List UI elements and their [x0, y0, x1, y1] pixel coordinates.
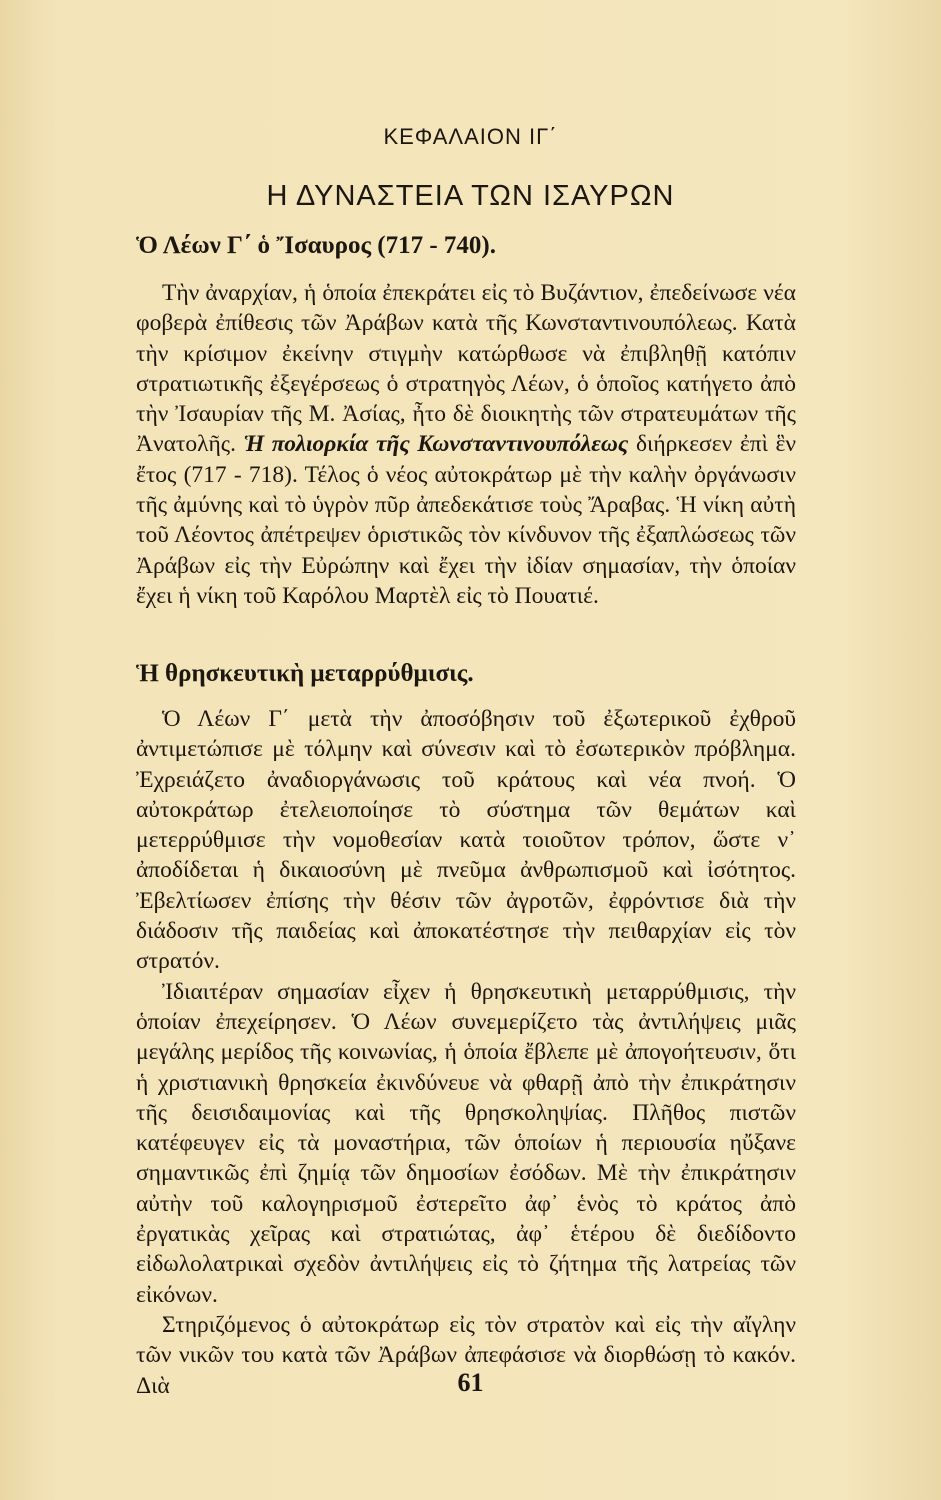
emphasis-siege: Ἡ πολιορκία τῆς Κωνσταντινουπόλεως — [243, 431, 629, 458]
paragraph-text: διήρκεσεν ἐπὶ ἓν ἔτος (717 - 718). Τέλος ὁ νέος αὐτοκράτωρ μὲ τὴν καλὴν ὀργάνωσιν τῆς ἀμύνης καὶ τὸ ὑγρὸν πῦρ ἀπεδεκάτισε τοὺς Ἄραβας. Ἡ νίκη αὐτὴ τοῦ Λέοντος ἀπέτρεψεν ὁριστικῶς τὸν κίνδυνον τῆς ἐξαπλώσεως τῶν Ἀράβων εἰς τὴν Εὐρώπην καὶ ἔχει τὴν ἰδίαν σημασίαν, τὴν ὁποίαν ἔχει ἡ νίκη τοῦ Καρόλου Μαρτὲλ εἰς τὸ Πουατιέ. — [136, 431, 796, 609]
page-number: 61 — [457, 1368, 484, 1397]
paragraph — [136, 278, 796, 611]
section-heading-religious-reform: Ἡ θρησκευτικὴ μεταρρύθμισις. — [136, 660, 474, 687]
paragraph: Ἰδιαιτέραν σημασίαν εἶχεν ἡ θρησκευτικὴ μεταρρύθμισις, τὴν ὁποίαν ἐπεχείρησεν. Ὁ Λέων συνεμερίζετο τὰς ἀντιλήψεις μιᾶς μεγάλης μερίδος τῆς κοινωνίας, ἡ ὁποία ἔβλεπε μὲ ἀπογοήτευσιν, ὅτι ἡ χριστιανικὴ θρησκεία ἐκινδύνευε νὰ φθαρῇ ἀπὸ τὴν ἐπικράτησιν τῆς δεισιδαιμονίας καὶ τῆς θρησκοληψίας. Πλῆθος πιστῶν κατέφευγεν εἰς τὰ μοναστήρια, τῶν ὁποίων ἡ περιουσία ηὔξανε σημαντικῶς ἐπὶ ζημίᾳ τῶν δημοσίων ἐσόδων. Μὲ τὴν ἐπικράτησιν αὐτὴν τοῦ καλογηρισμοῦ ἐστερεῖτο ἀφ᾿ ἑνὸς τὸ κράτος ἀπὸ ἐργατικὰς χεῖρας καὶ στρατιώτας, ἀφ᾿ ἑτέρου δὲ διεδίδοντο εἰδωλολατρικαὶ σχεδὸν ἀντιλήψεις εἰς τὸ ζήτημα τῆς λατρείας τῶν εἰκόνων. — [136, 978, 796, 1308]
section-heading-leo: Ὁ Λέων Γ΄ ὁ Ἴσαυρος (717 - 740). — [136, 232, 496, 259]
paragraph: Ὁ Λέων Γ΄ μετὰ τὴν ἀποσόβησιν τοῦ ἐξωτερικοῦ ἐχθροῦ ἀντιμετώπισε μὲ τόλμην καὶ σύνεσιν καὶ τὸ ἐσωτερικὸν πρόβλημα. Ἐχρειάζετο ἀναδιοργάνωσις τοῦ κράτους καὶ νέα πνοή. Ὁ αὐτοκράτωρ ἐτελειοποίησε τὸ σύστημα τῶν θεμάτων καὶ μετερρύθμισε τὴν νομοθεσίαν κατὰ τοιοῦτον τρόπον, ὥστε ν᾿ ἀποδίδεται ἡ δικαιοσύνη μὲ πνεῦμα ἀνθρωπισμοῦ καὶ ἰσότητος. Ἐβελτίωσεν ἐπίσης τὴν θέσιν τῶν ἀγροτῶν, ἐφρόντισε διὰ τὴν διάδοσιν τῆς παιδείας καὶ ἀποκατέστησε τὴν πειθαρχίαν εἰς τὸν στρατόν. — [136, 706, 796, 975]
paragraph: Στηριζόμενος ὁ αὐτοκράτωρ εἰς τὸν στρατὸν καὶ εἰς τὴν αἴγλην τῶν νικῶν του κατὰ τῶν Ἀράβων ἀπεφάσισε νὰ διορθώσῃ τὸ κακόν. Διὰ — [136, 1311, 796, 1399]
section-reform-body — [136, 704, 796, 1401]
chapter-label: ΚΕΦΑΛΑΙΟΝ ΙΓ΄ — [383, 124, 558, 149]
section-leo-body — [136, 278, 796, 611]
paragraph-text: Τὴν ἀναρχίαν, ἡ ὁποία ἐπεκράτει εἰς τὸ Βυζάντιον, ἐπεδείνωσε νέα φοβερὰ ἐπίθεσις τῶν Ἀράβων κατὰ τῆς Κωνσταντινουπόλεως. Κατὰ τὴν κρίσιμον ἐκείνην στιγμὴν κατώρθωσε νὰ ἐπιβληθῇ κατόπιν στρατιωτικῆς ἐξεγέρσεως ὁ στρατηγὸς Λέων, ὁ ὁποῖος κατήγετο ἀπὸ τὴν Ἰσαυρίαν τῆς Μ. Ἀσίας, ἦτο δὲ διοικητὴς τῶν στρατευμάτων τῆς Ἀνατολῆς. — [136, 280, 796, 458]
chapter-title: Η ΔΥΝΑΣΤΕΙΑ ΤΩΝ ΙΣΑΥΡΩΝ — [266, 180, 675, 212]
